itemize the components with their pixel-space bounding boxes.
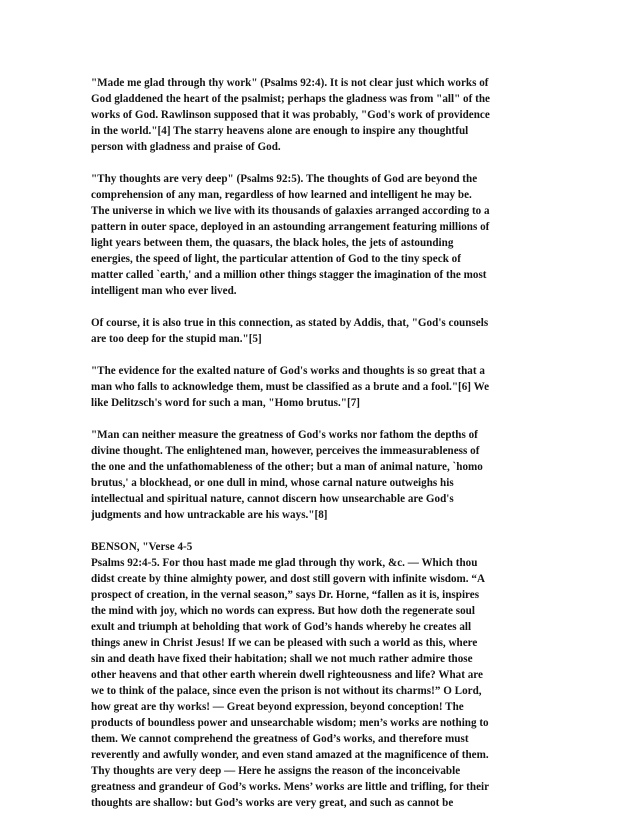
text-line: God gladdened the heart of the psalmist; perhaps the gladness was from "all" of the <box>91 93 490 105</box>
text-line: energies, the speed of light, the particular attention of God to the tiny speck of <box>91 253 461 265</box>
text-line: person with gladness and praise of God. <box>91 141 281 153</box>
text-line: reverently and awfully wonder, and even stand amazed at the magnificence of them. <box>91 749 489 761</box>
document-body <box>91 75 549 811</box>
text-line: pattern in outer space, deployed in an astounding arrangement featuring millions of <box>91 221 490 233</box>
text-line: intellectual and spiritual nature, cannot discern how unsearchable are God's <box>91 493 454 505</box>
text-line: Of course, it is also true in this connection, as stated by Addis, that, "God's counsels <box>91 317 489 329</box>
text-line: works of God. Rawlinson supposed that it was probably, "God's work of providence <box>91 109 490 121</box>
text-line: things anew in Christ Jesus! If we can be pleased with such a world as this, where <box>91 637 478 649</box>
text-line: the mind with joy, which no words can express. But how doth the regenerate soul <box>91 605 475 617</box>
text-line: The universe in which we live with its thousands of galaxies arranged according to a <box>91 205 490 217</box>
paragraph-benson-commentary <box>91 539 549 811</box>
paragraph-psalms-92-4 <box>91 75 549 155</box>
paragraph-evidence-quote <box>91 363 549 411</box>
text-line: judgments and how untrackable are his ways."[8] <box>91 509 328 521</box>
text-line: "Man can neither measure the greatness of God's works nor fathom the depths of <box>91 429 478 441</box>
text-line: divine thought. The enlightened man, however, perceives the immeasurableness of <box>91 445 480 457</box>
paragraph-man-quote <box>91 427 549 523</box>
text-line: BENSON, "Verse 4-5 <box>91 541 193 553</box>
text-line: them. We cannot comprehend the greatness of God’s works, and therefore must <box>91 733 469 745</box>
text-line: "Thy thoughts are very deep" (Psalms 92:5). The thoughts of God are beyond the <box>91 173 478 185</box>
text-line: how great are thy works! — Great beyond expression, beyond conception! The <box>91 701 464 713</box>
text-line: intelligent man who ever lived. <box>91 285 237 297</box>
paragraph-addis-quote <box>91 315 549 347</box>
text-line: light years between them, the quasars, the black holes, the jets of astounding <box>91 237 454 249</box>
text-line: prospect of creation, in the vernal season,” says Dr. Horne, “fallen as it is, inspires <box>91 589 480 601</box>
text-line: other heavens and that other earth wherein dwell righteousness and life? What are <box>91 669 483 681</box>
text-line: man who falls to acknowledge them, must be classified as a brute and a fool."[6] We <box>91 381 490 393</box>
text-line: brutus,' a blockhead, or one dull in mind, whose carnal nature outweighs his <box>91 477 454 489</box>
text-line: like Delitzsch's word for such a man, "Homo brutus."[7] <box>91 397 360 409</box>
text-line: greatness and grandeur of God’s works. Mens’ works are little and trifling, for their <box>91 781 490 793</box>
text-line: are too deep for the stupid man."[5] <box>91 333 262 345</box>
text-line: "Made me glad through thy work" (Psalms 92:4). It is not clear just which works of <box>91 77 489 89</box>
text-line: the one and the unfathomableness of the other; but a man of animal nature, `homo <box>91 461 483 473</box>
text-line: in the world."[4] The starry heavens alone are enough to inspire any thoughtful <box>91 125 469 137</box>
paragraph-psalms-92-5 <box>91 171 549 299</box>
text-line: sin and death have fixed their habitation; shall we not much rather admire those <box>91 653 473 665</box>
text-line: didst create by thine almighty power, and dost still govern with infinite wisdom. “A <box>91 573 485 585</box>
text-line: matter called `earth,' and a million other things stagger the imagination of the most <box>91 269 487 281</box>
text-line: "The evidence for the exalted nature of God's works and thoughts is so great that a <box>91 365 485 377</box>
text-line: Thy thoughts are very deep — Here he assigns the reason of the inconceivable <box>91 765 461 777</box>
text-line: Psalms 92:4-5. For thou hast made me glad through thy work, &c. — Which thou <box>91 557 478 569</box>
text-line: comprehension of any man, regardless of how learned and intelligent he may be. <box>91 189 472 201</box>
text-line: products of boundless power and unsearchable wisdom; men’s works are nothing to <box>91 717 489 729</box>
text-line: thoughts are shallow: but God’s works are very great, and such as cannot be <box>91 797 454 809</box>
text-line: exult and triumph at beholding that work of God’s hands whereby he creates all <box>91 621 472 633</box>
text-line: we to think of the palace, since even the prison is not without its charms!” O Lord, <box>91 685 482 697</box>
